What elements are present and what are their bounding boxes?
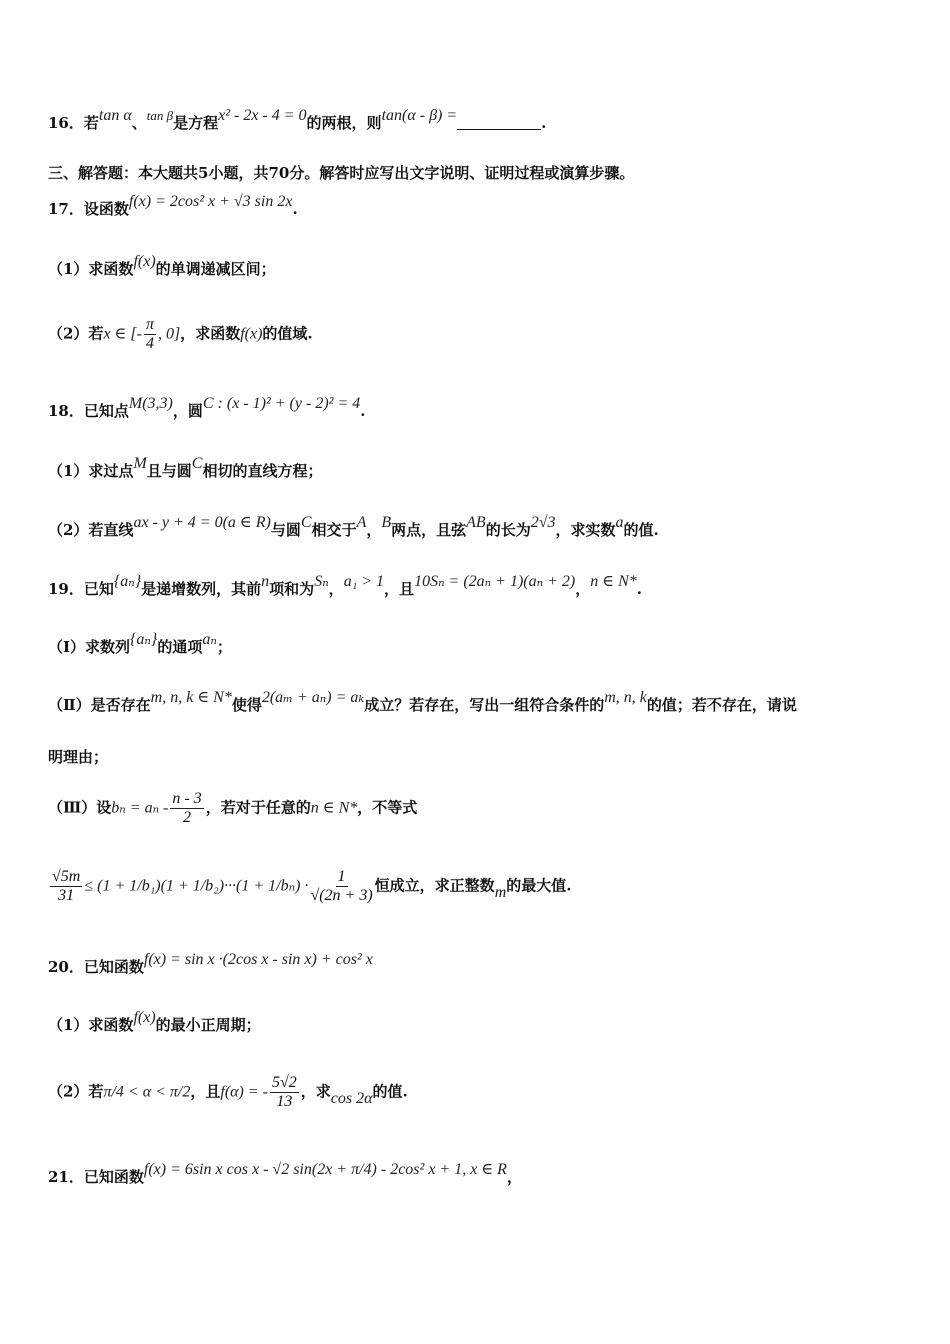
tan-alpha: tan α xyxy=(98,107,132,124)
q18-part2: （2）若直线ax - y + 4 = 0(a ∈ R)与圆C相交于A，B两点，且弦AB的长为2√3，求实数a的值. xyxy=(48,514,659,539)
q17-part1: （1）求函数f(x)的单调递减区间； xyxy=(48,253,276,278)
tan-beta: tan β xyxy=(146,108,174,123)
q18-part1: （1）求过点M且与圆C相切的直线方程； xyxy=(48,455,323,480)
q19-part2-cont: 明理由； xyxy=(48,748,109,766)
answer-blank xyxy=(457,115,541,130)
q17-part2: （2）若x ∈ [- $\frac{\pi}{4}$ , 0]，求函数f(x)的值域. xyxy=(48,316,313,352)
section-heading: 三、解答题：本大题共5小题，共70分。解答时应写出文字说明、证明过程或演算步骤。 xyxy=(48,164,635,182)
question-18: 18．已知点M(3,3)，圆C : (x - 1)² + (y - 2)² = 4. xyxy=(48,395,366,420)
equation: x² - 2x - 4 = 0 xyxy=(218,107,307,124)
q20-part2: （2）若π/4 < α < π/2，且f(α) = - $\frac{5√2}{13}$ ，求cos 2α的值. xyxy=(48,1074,408,1110)
q19-part2: （Ⅱ）是否存在m, n, k ∈ N*使得2(aₘ + aₙ) = aₖ成立？若存在，写出一组符合条件的m, n, k的值；若不存在，请说 xyxy=(48,689,797,714)
question-19: 19．已知{aₙ}是递增数列，其前n项和为Sₙ，a₁ > 1，且10Sₙ = (2aₙ + 1)(aₙ + 2)，n ∈ N*. xyxy=(48,573,642,598)
q20-part1: （1）求函数f(x)的最小正周期； xyxy=(48,1009,261,1034)
tan-difference: tan(α - β) = xyxy=(381,107,458,124)
q19-inequality: $\frac{√5m}{31}$ ≤ (1 + 1/b₁)(1 + 1/b₂)···(1 + 1/bₙ) · $\frac{1}{√(2n + 3)}$ 恒成立，求正整数m的最大值. xyxy=(52,868,572,904)
question-17: 17．设函数f(x) = 2cos² x + √3 sin 2x. xyxy=(48,193,298,218)
question-20: 20．已知函数f(x) = sin x ·(2cos x - sin x) + cos² x xyxy=(48,951,373,976)
function-def: f(x) = 2cos² x + √3 sin 2x xyxy=(128,193,293,210)
question-21: 21．已知函数f(x) = 6sin x cos x - √2 sin(2x + π/4) - 2cos² x + 1, x ∈ R， xyxy=(48,1161,522,1186)
q19-part3: （Ⅲ）设bₙ = aₙ - $\frac{n - 3}{2}$ ，若对于任意的n ∈ N*，不等式 xyxy=(48,790,418,826)
q19-part1: （Ⅰ）求数列{aₙ}的通项aₙ； xyxy=(48,631,232,656)
question-16: 16．若tan α、tan β是方程x² - 2x - 4 = 0的两根，则tan(α - β) = . xyxy=(48,107,547,132)
pi-over-4: $\frac{\pi}{4}$ xyxy=(145,316,154,352)
